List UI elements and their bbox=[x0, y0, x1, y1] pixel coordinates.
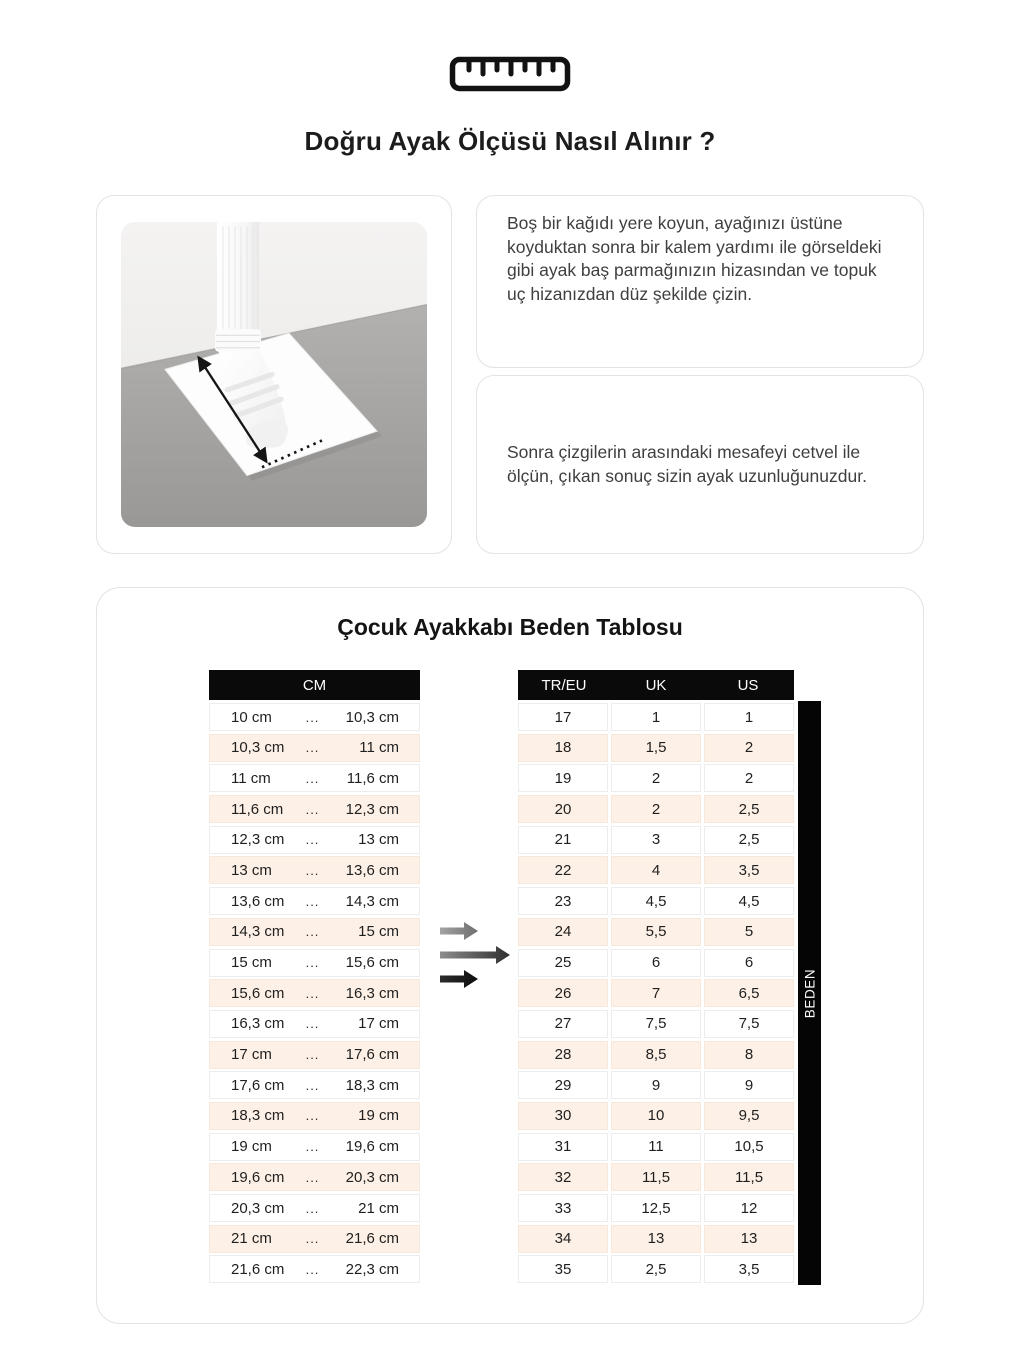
size-cell-us: 4,5 bbox=[704, 887, 794, 915]
cm-table-row bbox=[209, 1010, 420, 1038]
sock-leg bbox=[215, 222, 261, 359]
size-cell-tr-eu: 23 bbox=[518, 887, 608, 915]
cm-range-from: 15 cm bbox=[231, 954, 272, 971]
size-cell-uk: 12,5 bbox=[611, 1194, 701, 1222]
size-cell-tr-eu: 18 bbox=[518, 734, 608, 762]
size-table-row bbox=[518, 764, 794, 792]
cm-range-from: 11,6 cm bbox=[231, 800, 284, 818]
size-section-title: Çocuk Ayakkabı Beden Tablosu bbox=[337, 614, 683, 640]
size-cell-uk: 9 bbox=[611, 1071, 701, 1099]
size-cell-us: 2 bbox=[704, 734, 794, 762]
size-cell-tr-eu: 27 bbox=[518, 1010, 608, 1038]
range-separator: ... bbox=[305, 893, 320, 909]
range-separator: ... bbox=[305, 1200, 320, 1216]
cm-table-header bbox=[209, 670, 420, 700]
instruction-step-1-text: Boş bir kağıdı yere koyun, ayağınızı üstüne koyduktan sonra bir kalem yardımı ile görseldeki gibi ayak baş parmağınızın hizasından ve topuk uç hizanızdan düz şekilde çizin. bbox=[507, 213, 882, 304]
cm-table-row bbox=[209, 949, 420, 977]
size-cell-uk: 10 bbox=[611, 1102, 701, 1130]
size-cell-uk: 4 bbox=[611, 856, 701, 884]
range-separator: ... bbox=[305, 985, 320, 1001]
range-separator: ... bbox=[305, 1108, 320, 1124]
size-cell-tr-eu: 31 bbox=[518, 1133, 608, 1161]
size-cell-tr-eu: 17 bbox=[518, 703, 608, 731]
range-separator: ... bbox=[305, 709, 320, 725]
cm-table-row bbox=[209, 1163, 420, 1191]
cm-table-row bbox=[209, 795, 420, 823]
cm-range-from: 16,3 cm bbox=[231, 1015, 285, 1033]
size-cell-tr-eu: 21 bbox=[518, 826, 608, 854]
range-separator: ... bbox=[305, 1169, 320, 1185]
instruction-step-2-text: Sonra çizgilerin arasındaki mesafeyi cetvel ile ölçün, çıkan sonuç sizin ayak uzunluğunuzdur. bbox=[507, 442, 867, 486]
size-cell-tr-eu: 32 bbox=[518, 1163, 608, 1191]
cm-range-to: 13,6 cm bbox=[345, 861, 399, 879]
cm-table-row bbox=[209, 764, 420, 792]
size-cell-tr-eu: 33 bbox=[518, 1194, 608, 1222]
size-cell-us: 10,5 bbox=[704, 1133, 794, 1161]
cm-range-from: 21,6 cm bbox=[231, 1260, 285, 1278]
size-cell-uk: 6 bbox=[611, 949, 701, 977]
cm-range-to: 10,3 cm bbox=[345, 708, 399, 726]
cm-range-to: 15 cm bbox=[358, 923, 399, 941]
size-cell-tr-eu: 34 bbox=[518, 1225, 608, 1253]
size-cell-tr-eu: 35 bbox=[518, 1255, 608, 1283]
size-cell-us: 2,5 bbox=[704, 826, 794, 854]
size-cell-tr-eu: 26 bbox=[518, 979, 608, 1007]
range-separator: ... bbox=[305, 740, 320, 756]
size-table-body bbox=[518, 703, 794, 1283]
size-cell-uk: 2,5 bbox=[611, 1255, 701, 1283]
size-cell-uk: 1,5 bbox=[611, 734, 701, 762]
size-cell-uk: 7 bbox=[611, 979, 701, 1007]
size-header-uk: UK bbox=[645, 676, 667, 694]
ruler-icon-svg bbox=[449, 56, 571, 92]
cm-range-from: 14,3 cm bbox=[231, 923, 285, 941]
cm-range-from: 21 cm bbox=[231, 1230, 272, 1248]
cm-range-to: 14,3 cm bbox=[345, 892, 399, 910]
size-table-row bbox=[518, 979, 794, 1007]
instruction-step-2 bbox=[476, 375, 924, 554]
instructions-row bbox=[96, 195, 924, 554]
cm-table-row bbox=[209, 703, 420, 731]
cm-range-from: 12,3 cm bbox=[231, 831, 285, 849]
page-title: Doğru Ayak Ölçüsü Nasıl Alınır ? bbox=[304, 126, 716, 156]
size-cell-uk: 7,5 bbox=[611, 1010, 701, 1038]
cm-table-row bbox=[209, 1255, 420, 1283]
size-cell-tr-eu: 29 bbox=[518, 1071, 608, 1099]
cm-table-row bbox=[209, 856, 420, 884]
size-cell-tr-eu: 22 bbox=[518, 856, 608, 884]
cm-range-to: 13 cm bbox=[358, 831, 399, 849]
size-table-row bbox=[518, 1010, 794, 1038]
cm-range-to: 15,6 cm bbox=[345, 954, 399, 971]
ruler-icon bbox=[0, 0, 1020, 92]
cm-range-to: 11 cm bbox=[359, 739, 399, 757]
size-cell-uk: 4,5 bbox=[611, 887, 701, 915]
range-separator: ... bbox=[305, 1231, 320, 1247]
foot-measure-photo-card bbox=[96, 195, 452, 554]
cm-range-from: 19 cm bbox=[231, 1138, 272, 1156]
cm-range-from: 13 cm bbox=[231, 861, 272, 879]
size-cell-uk: 11,5 bbox=[611, 1163, 701, 1191]
size-table-row bbox=[518, 1194, 794, 1222]
size-table-row bbox=[518, 1071, 794, 1099]
size-table-row bbox=[518, 703, 794, 731]
size-cell-us: 3,5 bbox=[704, 1255, 794, 1283]
size-cell-us: 6 bbox=[704, 949, 794, 977]
range-separator: ... bbox=[305, 924, 320, 940]
size-header-us: US bbox=[737, 676, 759, 694]
size-cell-uk: 1 bbox=[611, 703, 701, 731]
size-table-card bbox=[96, 587, 924, 1324]
size-table-row bbox=[518, 1255, 794, 1283]
cm-range-to: 22,3 cm bbox=[345, 1260, 399, 1278]
size-cell-uk: 8,5 bbox=[611, 1041, 701, 1069]
size-cell-us: 2,5 bbox=[704, 795, 794, 823]
size-table-row bbox=[518, 1133, 794, 1161]
size-table-row bbox=[518, 795, 794, 823]
range-separator: ... bbox=[305, 862, 320, 878]
cm-table-row bbox=[209, 1041, 420, 1069]
size-cell-us: 7,5 bbox=[704, 1010, 794, 1038]
size-cell-us: 12 bbox=[704, 1194, 794, 1222]
cm-table-row bbox=[209, 1225, 420, 1253]
size-cell-uk: 2 bbox=[611, 764, 701, 792]
size-cell-uk: 5,5 bbox=[611, 918, 701, 946]
size-cell-us: 8 bbox=[704, 1041, 794, 1069]
size-cell-tr-eu: 28 bbox=[518, 1041, 608, 1069]
size-table-row bbox=[518, 1225, 794, 1253]
cm-table-row bbox=[209, 826, 420, 854]
range-separator: ... bbox=[305, 801, 320, 817]
transfer-arrows-icon bbox=[440, 918, 512, 996]
cm-range-from: 17,6 cm bbox=[231, 1076, 285, 1094]
size-table-row bbox=[518, 887, 794, 915]
content bbox=[96, 195, 924, 1324]
size-header-tr-eu: TR/EU bbox=[541, 676, 587, 694]
range-separator: ... bbox=[305, 1139, 320, 1155]
cm-range-to: 21 cm bbox=[358, 1199, 399, 1217]
size-table-row bbox=[518, 1163, 794, 1191]
cm-range-to: 12,3 cm bbox=[345, 800, 399, 818]
cm-table-row bbox=[209, 1071, 420, 1099]
beden-label: BEDEN bbox=[802, 968, 818, 1018]
size-table-row bbox=[518, 826, 794, 854]
size-cell-tr-eu: 25 bbox=[518, 949, 608, 977]
cm-range-to: 17 cm bbox=[358, 1015, 399, 1033]
size-cell-us: 6,5 bbox=[704, 979, 794, 1007]
size-table-row bbox=[518, 734, 794, 762]
cm-range-to: 16,3 cm bbox=[345, 984, 399, 1002]
cm-range-from: 10,3 cm bbox=[231, 739, 285, 757]
cm-table-row bbox=[209, 887, 420, 915]
size-cell-us: 1 bbox=[704, 703, 794, 731]
size-cell-uk: 11 bbox=[611, 1133, 701, 1161]
size-cell-us: 2 bbox=[704, 764, 794, 792]
cm-table-body bbox=[209, 703, 420, 1283]
size-cell-us: 5 bbox=[704, 918, 794, 946]
cm-range-from: 11 cm bbox=[231, 769, 271, 787]
cm-range-from: 10 cm bbox=[231, 708, 272, 726]
cm-range-to: 11,6 cm bbox=[346, 769, 399, 787]
instruction-step-1 bbox=[476, 195, 924, 368]
cm-range-from: 20,3 cm bbox=[231, 1199, 285, 1217]
cm-table-row bbox=[209, 1102, 420, 1130]
size-cell-uk: 13 bbox=[611, 1225, 701, 1253]
cm-table-row bbox=[209, 979, 420, 1007]
size-cell-us: 9,5 bbox=[704, 1102, 794, 1130]
size-table-row bbox=[518, 856, 794, 884]
size-table-header bbox=[518, 670, 794, 700]
cm-range-from: 18,3 cm bbox=[231, 1107, 285, 1125]
range-separator: ... bbox=[305, 1261, 320, 1277]
size-table-row bbox=[518, 1041, 794, 1069]
range-separator: ... bbox=[305, 1016, 320, 1032]
cm-header-label: CM bbox=[302, 676, 327, 694]
size-cell-tr-eu: 19 bbox=[518, 764, 608, 792]
size-cell-tr-eu: 20 bbox=[518, 795, 608, 823]
size-cell-us: 11,5 bbox=[704, 1163, 794, 1191]
cm-range-to: 19 cm bbox=[358, 1107, 399, 1125]
cm-range-to: 18,3 cm bbox=[345, 1076, 399, 1094]
cm-range-from: 15,6 cm bbox=[231, 984, 285, 1002]
cm-table-row bbox=[209, 918, 420, 946]
cm-range-to: 19,6 cm bbox=[345, 1138, 399, 1156]
cm-range-from: 13,6 cm bbox=[231, 892, 285, 910]
instruction-text-column bbox=[476, 195, 924, 554]
cm-table-row bbox=[209, 1194, 420, 1222]
range-separator: ... bbox=[305, 955, 320, 970]
beden-side-bar bbox=[798, 701, 821, 1285]
size-cell-uk: 2 bbox=[611, 795, 701, 823]
size-cell-us: 9 bbox=[704, 1071, 794, 1099]
cm-table-row bbox=[209, 1133, 420, 1161]
size-table-row bbox=[518, 918, 794, 946]
range-separator: ... bbox=[305, 1047, 320, 1063]
size-cell-tr-eu: 24 bbox=[518, 918, 608, 946]
cm-table-row bbox=[209, 734, 420, 762]
size-cell-tr-eu: 30 bbox=[518, 1102, 608, 1130]
range-separator: ... bbox=[305, 770, 320, 786]
size-cell-us: 13 bbox=[704, 1225, 794, 1253]
cm-range-to: 21,6 cm bbox=[345, 1230, 399, 1248]
size-table bbox=[518, 670, 794, 1283]
size-cell-us: 3,5 bbox=[704, 856, 794, 884]
range-separator: ... bbox=[305, 1077, 320, 1093]
cm-table bbox=[209, 670, 420, 1283]
cm-range-from: 19,6 cm bbox=[231, 1168, 285, 1186]
cm-range-to: 17,6 cm bbox=[345, 1046, 399, 1064]
range-separator: ... bbox=[305, 832, 320, 848]
size-cell-uk: 3 bbox=[611, 826, 701, 854]
foot-measure-photo bbox=[121, 222, 427, 527]
size-table-row bbox=[518, 1102, 794, 1130]
size-table-row bbox=[518, 949, 794, 977]
cm-range-to: 20,3 cm bbox=[345, 1168, 399, 1186]
cm-range-from: 17 cm bbox=[231, 1046, 272, 1064]
